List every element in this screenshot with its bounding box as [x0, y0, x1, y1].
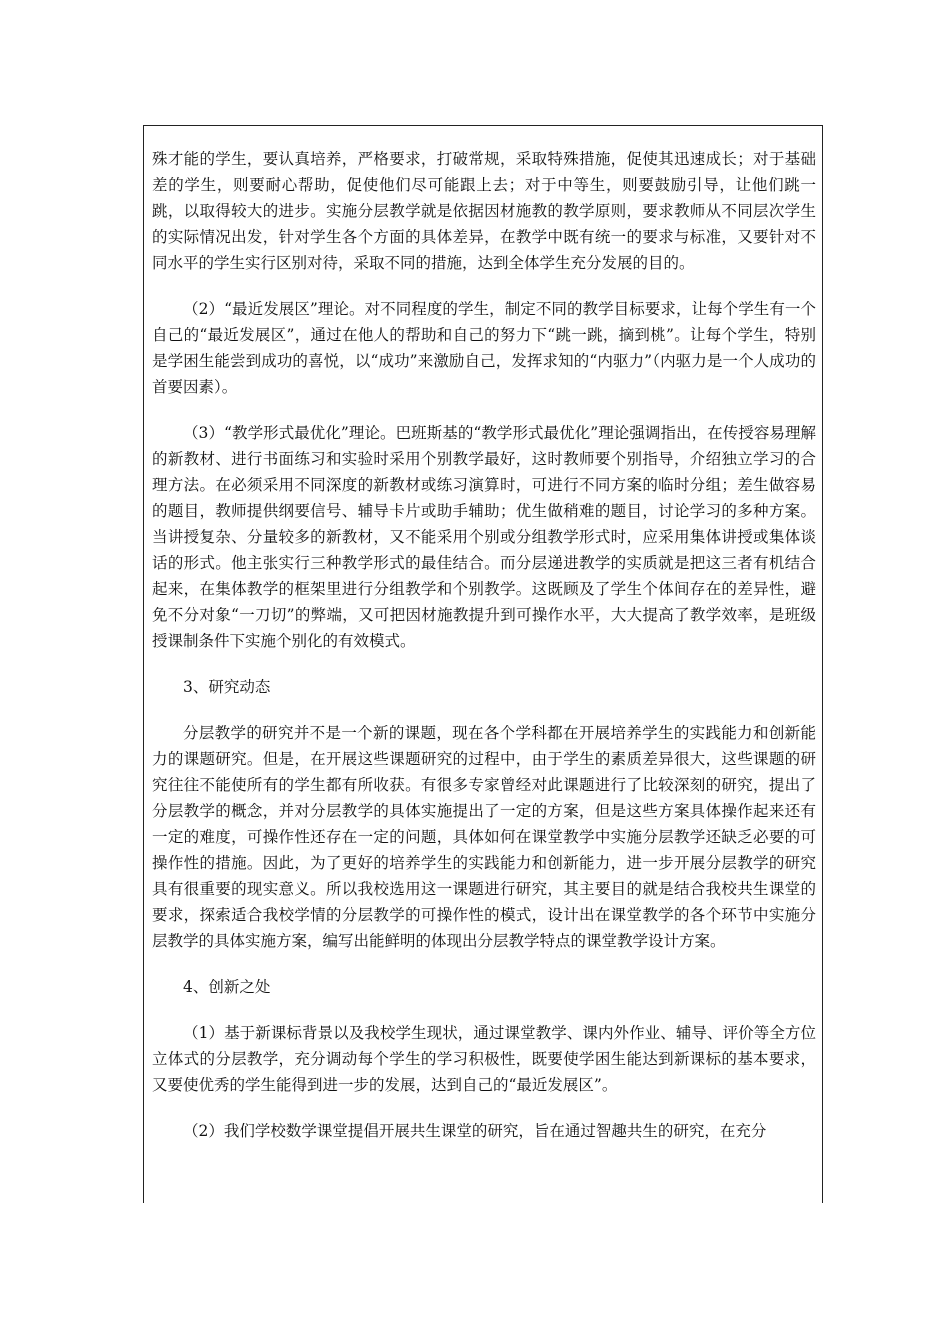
- document-table-cell: [143, 125, 823, 1203]
- document-body: [152, 146, 816, 1164]
- paragraph-zone-of-proximal-development: （2）“最近发展区”理论。对不同程度的学生，制定不同的教学目标要求，让每个学生有一个自己的“最近发展区”，通过在他人的帮助和自己的努力下“跳一跳，摘到桃”。让每个学生，特别是学困生能尝到成功的喜悦，以“成功”来激励自己，发挥求知的“内驱力”（内驱力是一个人成功的首要因素）。: [152, 300, 816, 396]
- section-heading-innovation: 4、创新之处: [183, 978, 271, 996]
- paragraph-teaching-principle: 殊才能的学生，要认真培养，严格要求，打破常规，采取特殊措施，促使其迅速成长；对于基础差的学生，则要耐心帮助，促使他们尽可能跟上去；对于中等生，则要鼓励引导，让他们跳一跳，以取得较大的进步。实施分层教学就是依据因材施教的教学原则，要求教师从不同层次学生的实际情况出发，针对学生各个方面的具体差异，在教学中既有统一的要求与标准，又要针对不同水平的学生实行区别对待，采取不同的措施，达到全体学生充分发展的目的。: [152, 150, 816, 272]
- section-heading-research-trends: 3、研究动态: [183, 678, 271, 696]
- paragraph-research-trends: 分层教学的研究并不是一个新的课题，现在各个学科都在开展培养学生的实践能力和创新能力的课题研究。但是，在开展这些课题研究的过程中，由于学生的素质差异很大，这些课题的研究往往不能使所有的学生都有所收获。有很多专家曾经对此课题进行了比较深刻的研究，提出了分层教学的概念，并对分层教学的具体实施提出了一定的方案，但是这些方案具体操作起来还有一定的难度，可操作性还存在一定的问题，具体如何在课堂教学中实施分层教学还缺乏必要的可操作性的措施。因此，为了更好的培养学生的实践能力和创新能力，进一步开展分层教学的研究具有很重要的现实意义。所以我校选用这一课题进行研究，其主要目的就是结合我校共生课堂的要求，探索适合我校学情的分层教学的可操作性的模式，设计出在课堂教学的各个环节中实施分层教学的具体实施方案，编写出能鲜明的体现出分层教学特点的课堂教学设计方案。: [152, 724, 816, 950]
- paragraph-innovation-1: （1）基于新课标背景以及我校学生现状，通过课堂教学、课内外作业、辅导、评价等全方位立体式的分层教学，充分调动每个学生的学习积极性，既要使学困生能达到新课标的基本要求，又要使优秀的学生能得到进一步的发展，达到自己的“最近发展区”。: [152, 1024, 816, 1094]
- paragraph-teaching-form-optimization: （3）“教学形式最优化”理论。巴班斯基的“教学形式最优化”理论强调指出，在传授容易理解的新教材、进行书面练习和实验时采用个别教学最好，这时教师要个别指导，介绍独立学习的合理方法。在必须采用不同深度的新教材或练习演算时，可进行不同方案的临时分组；差生做容易的题目，教师提供纲要信号、辅导卡片或助手辅助；优生做稍难的题目，讨论学习的多种方案。当讲授复杂、分量较多的新教材，又不能采用个别或分组教学形式时，应采用集体讲授或集体谈话的形式。他主张实行三种教学形式的最佳结合。而分层递进教学的实质就是把这三者有机结合起来，在集体教学的框架里进行分组教学和个别教学。这既顾及了学生个体间存在的差异性，避免不分对象“一刀切”的弊端，又可把因材施教提升到可操作水平，大大提高了教学效率，是班级授课制条件下实施个别化的有效模式。: [152, 424, 816, 650]
- paragraph-innovation-2: （2）我们学校数学课堂提倡开展共生课堂的研究，旨在通过智趣共生的研究，在充分: [183, 1122, 767, 1140]
